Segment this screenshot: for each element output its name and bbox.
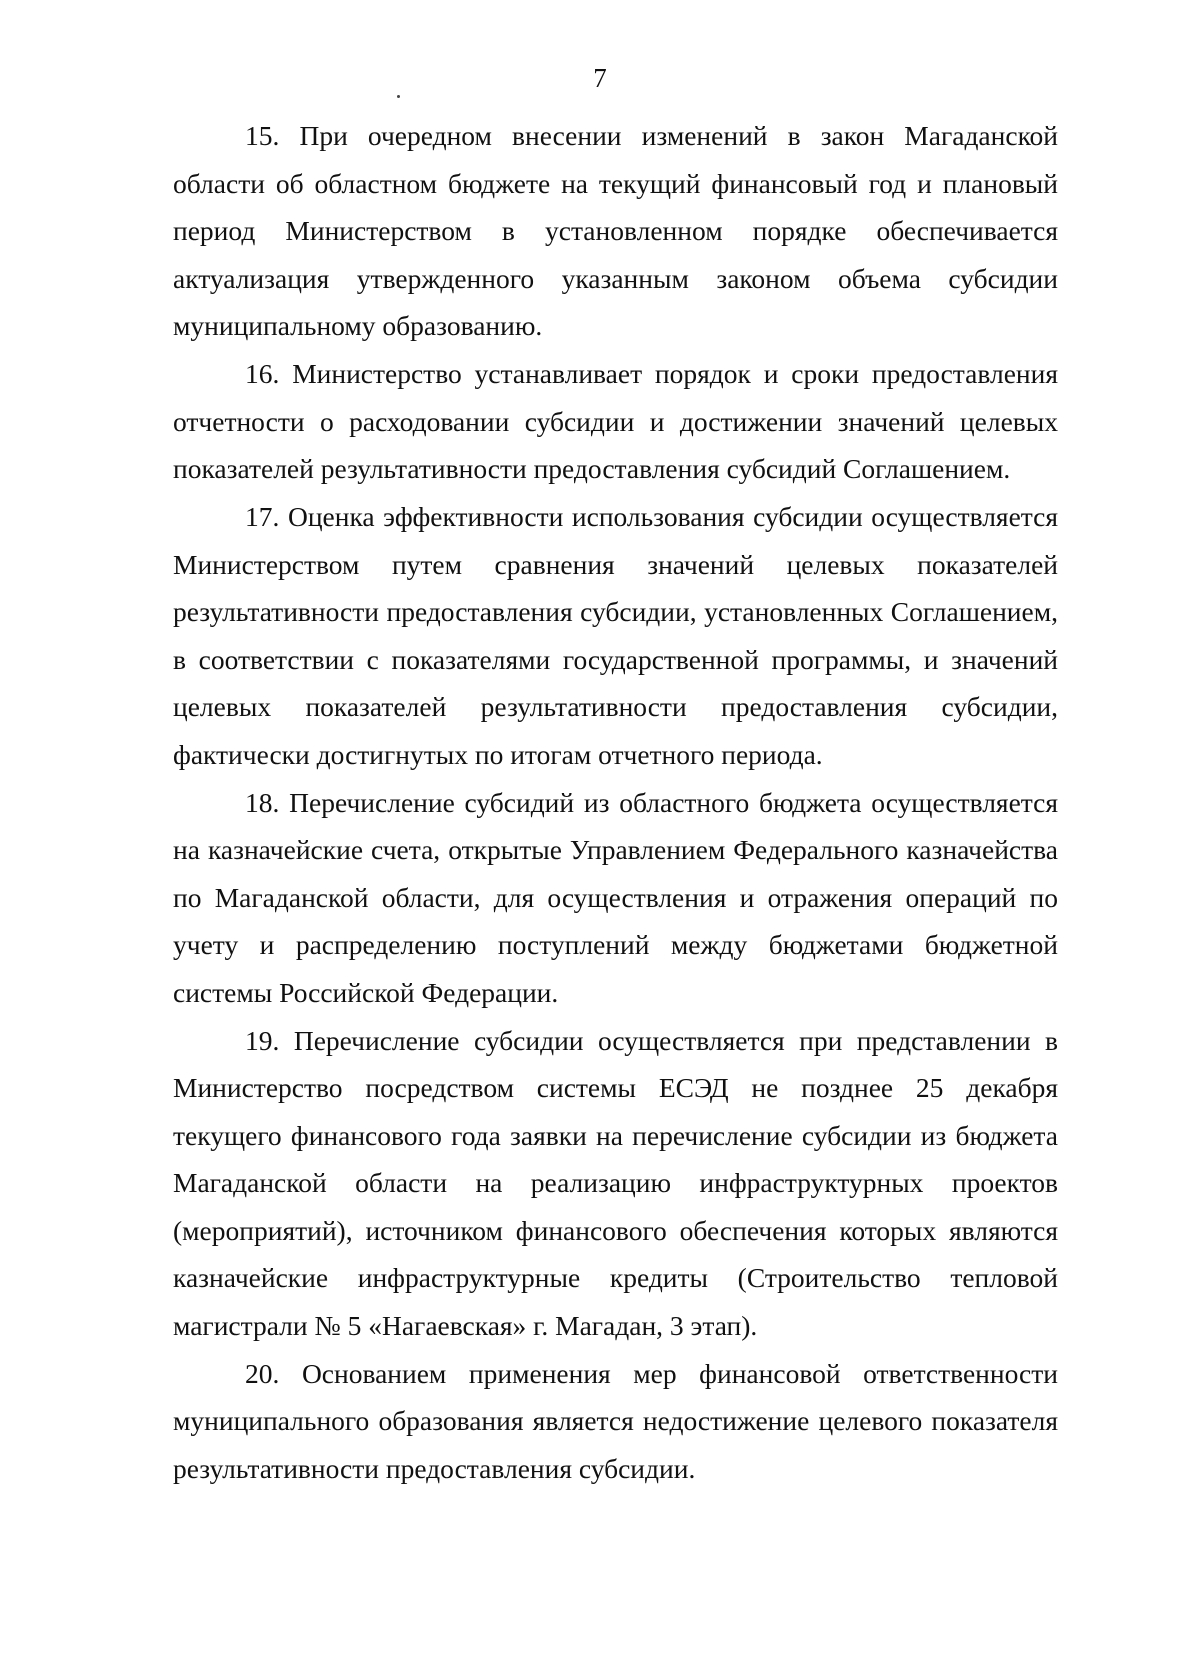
paragraph-20: 20. Основанием применения мер финансовой ответственности муниципального образования является недостижение целевого показателя результативности предоставления субсидии. [173, 1357, 1058, 1484]
paragraph-18: 18. Перечисление субсидий из областного бюджета осуществляется на казначейские счета, открытые Управлением Федерального казначейства по Магаданской области, для осуществления и отражения операций по учету и распределению поступлений между бюджетами бюджетной системы Российской Федерации. [173, 786, 1058, 1008]
paragraph-16: 16. Министерство устанавливает порядок и сроки предоставления отчетности о расходовании субсидии и достижении значений целевых показателей результативности предоставления субсидий Соглашением. [173, 358, 1058, 484]
paragraph-17: 17. Оценка эффективности использования субсидии осуществляется Министерством путем сравнения значений целевых показателей результативности предоставления субсидии, установленных Соглашением, в соответствии с показателями государственной программы, и значений целевых показателей результативности предоставления субсидии, фактически достигнутых по итогам отчетного периода. [173, 501, 1058, 770]
scan-artifact-dot [397, 95, 400, 98]
document-body [173, 112, 1058, 1492]
page-number: 7 [593, 63, 607, 93]
paragraph-19: 19. Перечисление субсидии осуществляется при представлении в Министерство посредством системы ЕСЭД не позднее 25 декабря текущего финансового года заявки на перечисление субсидии из бюджета Магаданской области на реализацию инфраструктурных проектов (мероприятий), источником финансового обеспечения которых являются казначейские инфраструктурные кредиты (Строительство тепловой магистрали № 5 «Нагаевская» г. Магадан, 3 этап). [173, 1024, 1058, 1341]
paragraph-15: 15. При очередном внесении изменений в закон Магаданской области об областном бюджете на текущий финансовый год и плановый период Министерством в установленном порядке обеспечивается актуализация утвержденного указанным законом объема субсидии муниципальному образованию. [173, 120, 1058, 341]
